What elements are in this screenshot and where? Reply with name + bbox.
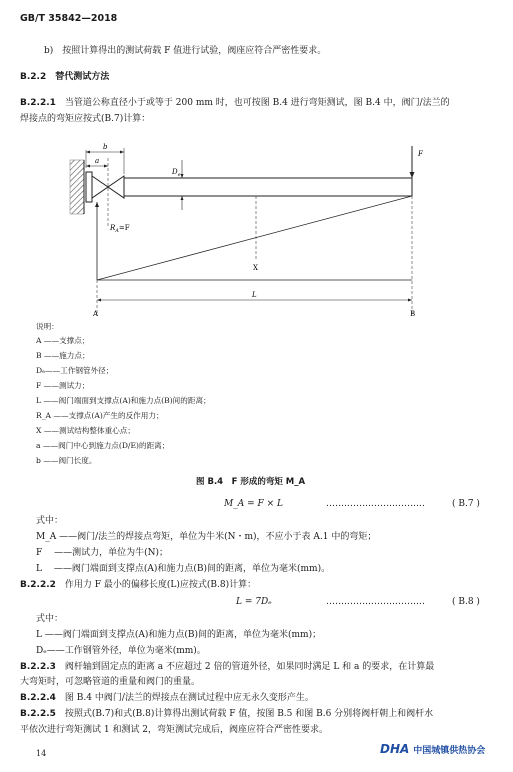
equation-b7: M_A = F × L xyxy=(224,499,283,509)
section-title: 替代测试方法 xyxy=(55,72,110,82)
dim-b-label: b xyxy=(103,143,108,151)
point-b-label: B xyxy=(410,310,416,318)
where-item: Dₑ——工作钢管外径，单位为毫米(mm)。 xyxy=(36,646,206,656)
flange xyxy=(86,172,92,202)
figure-b4-diagram xyxy=(0,138,513,323)
clause-number: B.2.2.1 xyxy=(20,98,56,108)
legend-item: A ——支撑点； xyxy=(36,336,90,345)
legend-title: 说明： xyxy=(36,322,59,331)
equation-b8-number: ( B.8 ) xyxy=(452,597,480,607)
equation-b8-leader: …………………………… xyxy=(326,597,425,607)
item-b: b) 按照计算得出的测试荷载 F 值进行试验，阀座应符合严密性要求。 xyxy=(44,46,327,56)
legend-item: a ——阀门中心到施力点(D/E)的距离； xyxy=(36,441,170,450)
clause-b225-line1 xyxy=(20,708,433,720)
equation-b7-number: ( B.7 ) xyxy=(452,499,480,509)
clause-text: 图 B.4 中阀门/法兰的焊接点在测试过程中应无永久变形产生。 xyxy=(64,693,314,703)
reaction-ra-label: $R_A=F$ xyxy=(110,224,130,234)
clause-b224 xyxy=(20,692,314,704)
clause-number: B.2.2.3 xyxy=(20,662,56,672)
page-number: 14 xyxy=(36,749,47,758)
legend-item: b ——阀门长度。 xyxy=(36,456,97,465)
legend-item: R_A ——支撑点(A)产生的反作用力； xyxy=(36,411,164,420)
clause-b221-line1 xyxy=(20,97,450,109)
dim-de-label: $D_e$ xyxy=(172,168,181,178)
section-b22-heading xyxy=(20,71,109,83)
legend-item: Dₑ——工作钢管外径； xyxy=(36,366,114,375)
figure-caption: 图 B.4 F 形成的弯矩 M_A xyxy=(196,477,306,487)
where-label-1: 式中： xyxy=(36,516,64,526)
clause-b222 xyxy=(20,579,256,591)
force-f-label: F xyxy=(418,150,423,158)
where-item: F ——测试力，单位为牛(N)； xyxy=(36,548,169,558)
clause-number: B.2.2.2 xyxy=(20,580,56,590)
clause-text: 作用力 F 最小的偏移长度(L)应按式(B.8)计算： xyxy=(64,580,257,590)
clause-b225-line2: 平依次进行弯矩测试 1 和测试 2，弯矩测试完成后，阀座应符合严密性要求。 xyxy=(20,725,329,735)
section-number: B.2.2 xyxy=(20,72,47,82)
where-label-2: 式中： xyxy=(36,614,64,624)
standard-number: GB/T 35842—2018 xyxy=(20,13,118,24)
legend-item: X ——测试结构整体重心点； xyxy=(36,426,135,435)
x-cog-label: X xyxy=(253,264,258,272)
valve-right xyxy=(108,176,124,198)
fixed-wall xyxy=(70,160,84,214)
dim-a-label: a xyxy=(95,157,100,165)
clause-b223-line2: 大弯矩时，可忽略管道的重量和阀门的重量。 xyxy=(20,677,201,687)
legend-list xyxy=(36,336,211,471)
clause-b221-line2: 焊接点的弯矩应按式(B.7)计算： xyxy=(20,114,151,124)
point-a-label: A xyxy=(93,310,99,318)
valve-left xyxy=(92,176,108,198)
publisher-logo xyxy=(380,742,485,756)
logo-text: 中国城镇供热协会 xyxy=(413,745,486,756)
legend-item: L ——阀门端面到支撑点(A)和施力点(B)间的距离； xyxy=(36,396,211,405)
equation-b8: L = 7Dₑ xyxy=(236,597,272,607)
pipe xyxy=(124,178,412,196)
clause-number: B.2.2.5 xyxy=(20,709,56,719)
clause-text: 阀杆轴到固定点的距离 a 不应超过 2 倍的管道外径，如果同时满足 L 和 a 的要求，在计算最 xyxy=(64,662,435,672)
logo-mark: DHA xyxy=(380,742,410,756)
where-item: L ——阀门端面到支撑点(A)和施力点(B)间的距离，单位为毫米(mm)； xyxy=(36,630,322,640)
legend-item: B ——施力点； xyxy=(36,351,90,360)
clause-number: B.2.2.4 xyxy=(20,693,56,703)
clause-text: 当管道公称直径小于或等于 200 mm 时，也可按图 B.4 进行弯矩测试，图 B.4 中，阀门/法兰的 xyxy=(64,98,450,108)
clause-b223-line1 xyxy=(20,661,434,673)
where-item: M_A ——阀门/法兰的焊接点弯矩，单位为牛米(N・m)，不应小于表 A.1 中的弯矩； xyxy=(36,532,377,542)
equation-b7-leader: …………………………… xyxy=(326,499,425,509)
clause-text: 按照式(B.7)和式(B.8)计算得出测试荷载 F 值，按图 B.5 和图 B.6 分别将阀杆朝上和阀杆水 xyxy=(64,709,434,719)
dim-l-label: L xyxy=(252,291,257,299)
legend-item: F ——测试力； xyxy=(36,381,90,390)
where-item: L ——阀门端面到支撑点(A)和施力点(B)间的距离，单位为毫米(mm)。 xyxy=(36,564,331,574)
